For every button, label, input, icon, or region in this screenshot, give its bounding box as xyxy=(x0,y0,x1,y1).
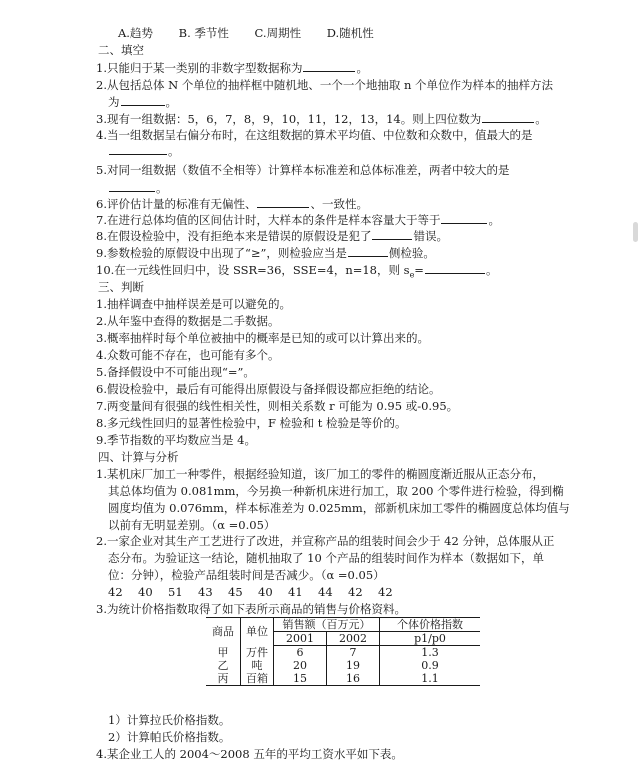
sample-value: 45 xyxy=(228,585,243,599)
th-unit: 单位 xyxy=(241,618,274,646)
option-c: C.周期性 xyxy=(254,26,302,40)
cell-product: 乙 xyxy=(217,659,229,672)
th-2001: 2001 xyxy=(274,632,327,646)
sample-value: 51 xyxy=(168,585,183,599)
cell-unit: 百箱 xyxy=(241,672,274,686)
fill-item-6: 6.评价估计量的标准有无偏性、 、一致性。 xyxy=(96,197,368,211)
calc-q1-line-4: 以前有无明显差别。（α =0.05） xyxy=(108,518,276,532)
sample-value: 44 xyxy=(318,585,333,599)
sample-value: 42 xyxy=(378,585,393,599)
calc-q1-line-1: 1.某机床厂加工一种零件，根据经验知道，该厂加工的零件的椭圆度渐近服从正态分布， xyxy=(96,467,544,481)
fill-item-2: 2.从包括总体 N 个单位的抽样框中随机地、一个一个地抽取 n 个单位作为样本的抽样方法 xyxy=(96,78,554,92)
sample-value: 43 xyxy=(198,585,213,599)
judge-item-8: 8.多元线性回归的显著性检验中，F 检验和 t 检验是等价的。 xyxy=(96,416,407,430)
fill-item-5-cont: 。 xyxy=(108,180,168,196)
cell-2002: 7 xyxy=(327,646,380,660)
sample-value: 42 xyxy=(108,585,123,599)
calc-q3-sub-2: 2）计算帕氏价格指数。 xyxy=(108,730,231,744)
answer-blank xyxy=(348,245,388,257)
calc-q1-line-2: 其总体均值为 0.081mm，今另换一种新机床进行加工，取 200 个零件进行检验，得到椭 xyxy=(108,484,564,498)
price-index-table xyxy=(206,617,480,686)
fill-item-1: 1.只能归于某一类别的非数字型数据称为 。 xyxy=(96,61,368,75)
cell-2001: 15 xyxy=(274,672,327,686)
fill-item-4: 4.当一组数据呈右偏分布时，在这组数据的算术平均值、中位数和众数中，值最大的是 xyxy=(96,128,533,142)
calc-q2-sample-data xyxy=(108,584,408,600)
table-row xyxy=(206,646,480,660)
cell-unit: 万件 xyxy=(241,646,274,660)
sample-value: 42 xyxy=(348,585,363,599)
fill-item-9: 9.参数检验的原假设中出现了“≥”，则检验应当是 侧检验。 xyxy=(96,246,435,260)
answer-blank xyxy=(121,94,165,106)
answer-blank xyxy=(482,111,534,123)
answer-blank xyxy=(257,196,309,208)
judge-item-3: 3.概率抽样时每个单位被抽中的概率是已知的或可以计算出来的。 xyxy=(96,331,429,345)
option-b: B. 季节性 xyxy=(178,26,229,40)
answer-blank xyxy=(425,262,485,274)
calc-q1-line-3: 圆度均值为 0.076mm，样本标准差为 0.025mm，部新机床加工零件的椭圆度总体均值与 xyxy=(108,501,570,515)
option-d: D.随机性 xyxy=(326,26,374,40)
cell-ratio: 0.9 xyxy=(380,659,481,672)
judge-item-5: 5.备择假设中不可能出现“=”。 xyxy=(96,365,255,379)
sample-value: 40 xyxy=(138,585,153,599)
calc-q3-sub-1: 1）计算拉氏价格指数。 xyxy=(108,713,231,727)
table-row xyxy=(206,659,480,672)
judge-item-9: 9.季节指数的平均数应当是 4。 xyxy=(96,433,256,447)
cell-product: 丙 xyxy=(217,672,229,685)
answer-blank xyxy=(441,212,487,224)
fill-item-3: 3.现有一组数据：5，6，7，8，9，10，11，12，13，14。则上四位数为 。 xyxy=(96,112,547,126)
th-ratio: p1/p0 xyxy=(380,632,481,646)
fill-item-2-cont: 为 。 xyxy=(108,95,177,109)
fill-item-7: 7.在进行总体均值的区间估计时，大样本的条件是样本容量大于等于 。 xyxy=(96,213,500,227)
cell-2002: 19 xyxy=(327,659,380,672)
answer-blank xyxy=(372,228,412,240)
table-row xyxy=(206,672,480,686)
cell-2001: 6 xyxy=(274,646,327,660)
calc-q4: 4.某企业工人的 2004～2008 五年的平均工资水平如下表。 xyxy=(96,747,403,761)
judge-item-7: 7.两变量间有很强的线性相关性，则相关系数 r 可能为 0.95 或-0.95。 xyxy=(96,399,459,413)
th-price-index: 个体价格指数 xyxy=(380,618,481,632)
scrollbar-thumb[interactable] xyxy=(633,222,638,242)
calc-q2-line-2: 态分布。为验证这一结论，随机抽取了 10 个产品的组装时间作为样本（数据如下，单 xyxy=(108,551,544,565)
cell-ratio: 1.1 xyxy=(380,672,481,686)
answer-blank xyxy=(303,60,355,72)
calc-q3: 3.为统计价格指数取得了如下表所示商品的销售与价格资料。 xyxy=(96,602,406,616)
section-heading-judgement: 三、判断 xyxy=(98,280,144,294)
cell-2001: 20 xyxy=(274,659,327,672)
section-heading-calculation: 四、计算与分析 xyxy=(98,450,179,464)
answer-blank xyxy=(109,143,167,155)
judge-item-2: 2.从年鉴中查得的数据是二手数据。 xyxy=(96,314,280,328)
cell-unit: 吨 xyxy=(241,659,274,672)
sample-value: 41 xyxy=(288,585,303,599)
option-a: A.趋势 xyxy=(118,26,153,40)
cell-ratio: 1.3 xyxy=(380,646,481,660)
th-sales: 销售额（百万元） xyxy=(274,618,380,632)
cell-2002: 16 xyxy=(327,672,380,686)
judge-item-1: 1.抽样调查中抽样误差是可以避免的。 xyxy=(96,297,291,311)
th-2002: 2002 xyxy=(327,632,380,646)
calc-q2-line-1: 2.一家企业对其生产工艺进行了改进，并宣称产品的组装时间会少于 42 分钟，总体服从正 xyxy=(96,534,555,548)
cell-product: 甲 xyxy=(217,645,229,659)
calc-q2-line-3: 位：分钟），检验产品组装时间是否减少。（α =0.05） xyxy=(108,568,385,582)
fill-item-5: 5.对同一组数据（数值不全相等）计算样本标准差和总体标准差，两者中较大的是 xyxy=(96,163,510,177)
th-product: 商品 xyxy=(212,625,234,639)
judge-item-4: 4.众数可能不存在，也可能有多个。 xyxy=(96,348,280,362)
fill-item-4-cont: 。 xyxy=(108,143,180,159)
choice-options xyxy=(118,25,396,41)
section-heading-fill-blank: 二、填空 xyxy=(98,43,144,57)
answer-blank xyxy=(109,180,155,192)
fill-item-8: 8.在假设检验中，没有拒绝本来是错误的原假设是犯了 错误。 xyxy=(96,229,448,243)
fill-item-10: 10.在一元线性回归中，设 SSR=36，SSE=4，n=18，则 $s_e=$ 。 xyxy=(96,263,498,280)
sample-value: 40 xyxy=(258,585,273,599)
judge-item-6: 6.假设检验中，最后有可能得出原假设与备择假设都应拒绝的结论。 xyxy=(96,382,441,396)
